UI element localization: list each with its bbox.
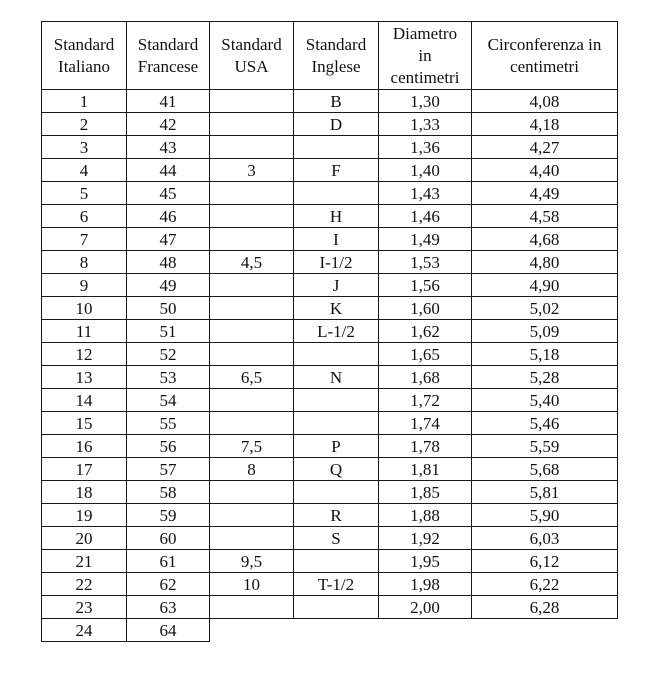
cell-standard-inglese — [294, 596, 379, 619]
cell-circonferenza: 5,02 — [472, 297, 618, 320]
table-row — [42, 458, 618, 481]
cell-circonferenza: 5,28 — [472, 366, 618, 389]
cell-diametro: 1,53 — [379, 251, 472, 274]
cell-standard-italiano: 10 — [42, 297, 127, 320]
cell-standard-usa — [210, 527, 294, 550]
cell-standard-francese: 48 — [127, 251, 210, 274]
cell-standard-italiano: 14 — [42, 389, 127, 412]
cell-standard-inglese — [294, 136, 379, 159]
table-row — [42, 274, 618, 297]
cell-standard-usa: 6,5 — [210, 366, 294, 389]
table-row — [42, 412, 618, 435]
cell-diametro: 1,56 — [379, 274, 472, 297]
cell-circonferenza: 4,90 — [472, 274, 618, 297]
cell-standard-francese: 50 — [127, 297, 210, 320]
cell-standard-francese: 56 — [127, 435, 210, 458]
cell-standard-usa — [210, 320, 294, 343]
cell-standard-francese: 47 — [127, 228, 210, 251]
cell-standard-usa — [210, 389, 294, 412]
cell-standard-usa — [210, 412, 294, 435]
cell-standard-italiano: 22 — [42, 573, 127, 596]
cell-diametro: 1,88 — [379, 504, 472, 527]
cell-standard-usa — [210, 205, 294, 228]
cell-diametro: 1,98 — [379, 573, 472, 596]
cell-standard-francese: 41 — [127, 90, 210, 113]
cell-standard-italiano: 24 — [42, 619, 127, 642]
cell-standard-italiano: 11 — [42, 320, 127, 343]
cell-standard-italiano: 7 — [42, 228, 127, 251]
cell-circonferenza: 5,59 — [472, 435, 618, 458]
cell-standard-francese: 42 — [127, 113, 210, 136]
cell-standard-inglese: J — [294, 274, 379, 297]
cell-standard-italiano: 12 — [42, 343, 127, 366]
cell-standard-inglese — [294, 343, 379, 366]
cell-diametro: 1,92 — [379, 527, 472, 550]
cell-standard-italiano: 23 — [42, 596, 127, 619]
cell-diametro: 1,40 — [379, 159, 472, 182]
cell-standard-usa — [210, 596, 294, 619]
cell-standard-italiano: 13 — [42, 366, 127, 389]
cell-diametro: 1,33 — [379, 113, 472, 136]
cell-standard-italiano: 17 — [42, 458, 127, 481]
cell-diametro: 1,78 — [379, 435, 472, 458]
cell-circonferenza: 6,22 — [472, 573, 618, 596]
cell-standard-francese: 55 — [127, 412, 210, 435]
cell-diametro: 1,36 — [379, 136, 472, 159]
cell-standard-italiano: 21 — [42, 550, 127, 573]
cell-standard-inglese: N — [294, 366, 379, 389]
table-row — [42, 159, 618, 182]
cell-diametro: 1,62 — [379, 320, 472, 343]
cell-standard-francese: 53 — [127, 366, 210, 389]
table-row — [42, 136, 618, 159]
cell-standard-usa — [210, 136, 294, 159]
cell-diametro: 1,74 — [379, 412, 472, 435]
cell-standard-italiano: 15 — [42, 412, 127, 435]
cell-standard-inglese: R — [294, 504, 379, 527]
cell-circonferenza: 5,81 — [472, 481, 618, 504]
cell-standard-inglese: I — [294, 228, 379, 251]
cell-diametro: 1,43 — [379, 182, 472, 205]
cell-standard-usa: 8 — [210, 458, 294, 481]
cell-standard-inglese — [294, 481, 379, 504]
cell-circonferenza: 5,90 — [472, 504, 618, 527]
cell-standard-francese: 64 — [127, 619, 210, 642]
cell-standard-usa — [210, 182, 294, 205]
cell-standard-francese: 51 — [127, 320, 210, 343]
cell-standard-usa: 10 — [210, 573, 294, 596]
cell-circonferenza: 4,08 — [472, 90, 618, 113]
header-row — [42, 22, 618, 90]
cell-standard-inglese — [294, 182, 379, 205]
table-row — [42, 297, 618, 320]
cell-standard-inglese — [294, 412, 379, 435]
cell-standard-inglese: S — [294, 527, 379, 550]
cell-diametro: 1,30 — [379, 90, 472, 113]
cell-diametro: 2,00 — [379, 596, 472, 619]
cell-standard-usa — [210, 343, 294, 366]
cell-circonferenza: 6,12 — [472, 550, 618, 573]
cell-standard-inglese: B — [294, 90, 379, 113]
cell-standard-inglese — [294, 550, 379, 573]
cell-standard-usa: 3 — [210, 159, 294, 182]
table-row — [42, 113, 618, 136]
cell-circonferenza: 5,68 — [472, 458, 618, 481]
cell-standard-francese: 63 — [127, 596, 210, 619]
cell-standard-inglese — [294, 389, 379, 412]
cell-circonferenza: 6,28 — [472, 596, 618, 619]
cell-standard-italiano: 8 — [42, 251, 127, 274]
cell-standard-usa — [210, 274, 294, 297]
cell-standard-francese: 44 — [127, 159, 210, 182]
empty-area — [210, 619, 618, 642]
cell-standard-francese: 52 — [127, 343, 210, 366]
table-row — [42, 182, 618, 205]
table-row — [42, 435, 618, 458]
cell-diametro: 1,95 — [379, 550, 472, 573]
table-row — [42, 205, 618, 228]
cell-standard-usa — [210, 90, 294, 113]
cell-circonferenza: 4,27 — [472, 136, 618, 159]
cell-standard-francese: 45 — [127, 182, 210, 205]
table-row — [42, 389, 618, 412]
cell-standard-usa — [210, 113, 294, 136]
cell-standard-francese: 49 — [127, 274, 210, 297]
cell-circonferenza: 4,49 — [472, 182, 618, 205]
table-body — [42, 90, 618, 642]
cell-circonferenza: 4,80 — [472, 251, 618, 274]
cell-standard-italiano: 20 — [42, 527, 127, 550]
cell-standard-usa: 9,5 — [210, 550, 294, 573]
cell-diametro: 1,49 — [379, 228, 472, 251]
cell-standard-inglese: D — [294, 113, 379, 136]
cell-standard-usa: 4,5 — [210, 251, 294, 274]
table-row — [42, 573, 618, 596]
table-row — [42, 90, 618, 113]
cell-standard-francese: 62 — [127, 573, 210, 596]
cell-standard-francese: 54 — [127, 389, 210, 412]
table-row — [42, 619, 618, 642]
table-row — [42, 504, 618, 527]
header-diametro: Diametro in centimetri — [379, 22, 472, 90]
cell-standard-italiano: 3 — [42, 136, 127, 159]
table-row — [42, 527, 618, 550]
cell-circonferenza: 4,18 — [472, 113, 618, 136]
cell-standard-italiano: 16 — [42, 435, 127, 458]
header-standard-usa: Standard USA — [210, 22, 294, 90]
cell-standard-italiano: 4 — [42, 159, 127, 182]
table-row — [42, 251, 618, 274]
table-row — [42, 228, 618, 251]
cell-standard-usa: 7,5 — [210, 435, 294, 458]
cell-standard-inglese: K — [294, 297, 379, 320]
cell-standard-italiano: 18 — [42, 481, 127, 504]
cell-standard-inglese: Q — [294, 458, 379, 481]
cell-diametro: 1,72 — [379, 389, 472, 412]
cell-standard-usa — [210, 504, 294, 527]
table-row — [42, 366, 618, 389]
cell-standard-francese: 46 — [127, 205, 210, 228]
cell-circonferenza: 5,18 — [472, 343, 618, 366]
ring-size-table — [41, 21, 618, 642]
table-row — [42, 481, 618, 504]
cell-standard-inglese: F — [294, 159, 379, 182]
header-standard-francese: Standard Francese — [127, 22, 210, 90]
cell-standard-italiano: 2 — [42, 113, 127, 136]
cell-diametro: 1,68 — [379, 366, 472, 389]
cell-standard-francese: 59 — [127, 504, 210, 527]
cell-standard-francese: 61 — [127, 550, 210, 573]
table-row — [42, 550, 618, 573]
cell-circonferenza: 4,40 — [472, 159, 618, 182]
cell-standard-italiano: 1 — [42, 90, 127, 113]
cell-diametro: 1,85 — [379, 481, 472, 504]
cell-diametro: 1,81 — [379, 458, 472, 481]
cell-standard-usa — [210, 481, 294, 504]
cell-standard-francese: 57 — [127, 458, 210, 481]
cell-standard-inglese: I-1/2 — [294, 251, 379, 274]
cell-circonferenza: 6,03 — [472, 527, 618, 550]
header-standard-italiano: Standard Italiano — [42, 22, 127, 90]
table-row — [42, 596, 618, 619]
cell-standard-inglese: L-1/2 — [294, 320, 379, 343]
cell-standard-francese: 43 — [127, 136, 210, 159]
cell-standard-usa — [210, 297, 294, 320]
cell-circonferenza: 5,40 — [472, 389, 618, 412]
cell-standard-francese: 58 — [127, 481, 210, 504]
cell-standard-francese: 60 — [127, 527, 210, 550]
cell-standard-italiano: 5 — [42, 182, 127, 205]
cell-diametro: 1,46 — [379, 205, 472, 228]
cell-circonferenza: 5,09 — [472, 320, 618, 343]
header-standard-inglese: Standard Inglese — [294, 22, 379, 90]
cell-standard-usa — [210, 228, 294, 251]
cell-standard-italiano: 6 — [42, 205, 127, 228]
cell-diametro: 1,65 — [379, 343, 472, 366]
cell-standard-italiano: 19 — [42, 504, 127, 527]
table-row — [42, 343, 618, 366]
cell-standard-inglese: H — [294, 205, 379, 228]
cell-standard-inglese: P — [294, 435, 379, 458]
cell-circonferenza: 5,46 — [472, 412, 618, 435]
cell-standard-inglese: T-1/2 — [294, 573, 379, 596]
table-header — [42, 22, 618, 90]
cell-circonferenza: 4,68 — [472, 228, 618, 251]
header-circonferenza: Circonferenza in centimetri — [472, 22, 618, 90]
cell-circonferenza: 4,58 — [472, 205, 618, 228]
table-row — [42, 320, 618, 343]
cell-diametro: 1,60 — [379, 297, 472, 320]
cell-standard-italiano: 9 — [42, 274, 127, 297]
